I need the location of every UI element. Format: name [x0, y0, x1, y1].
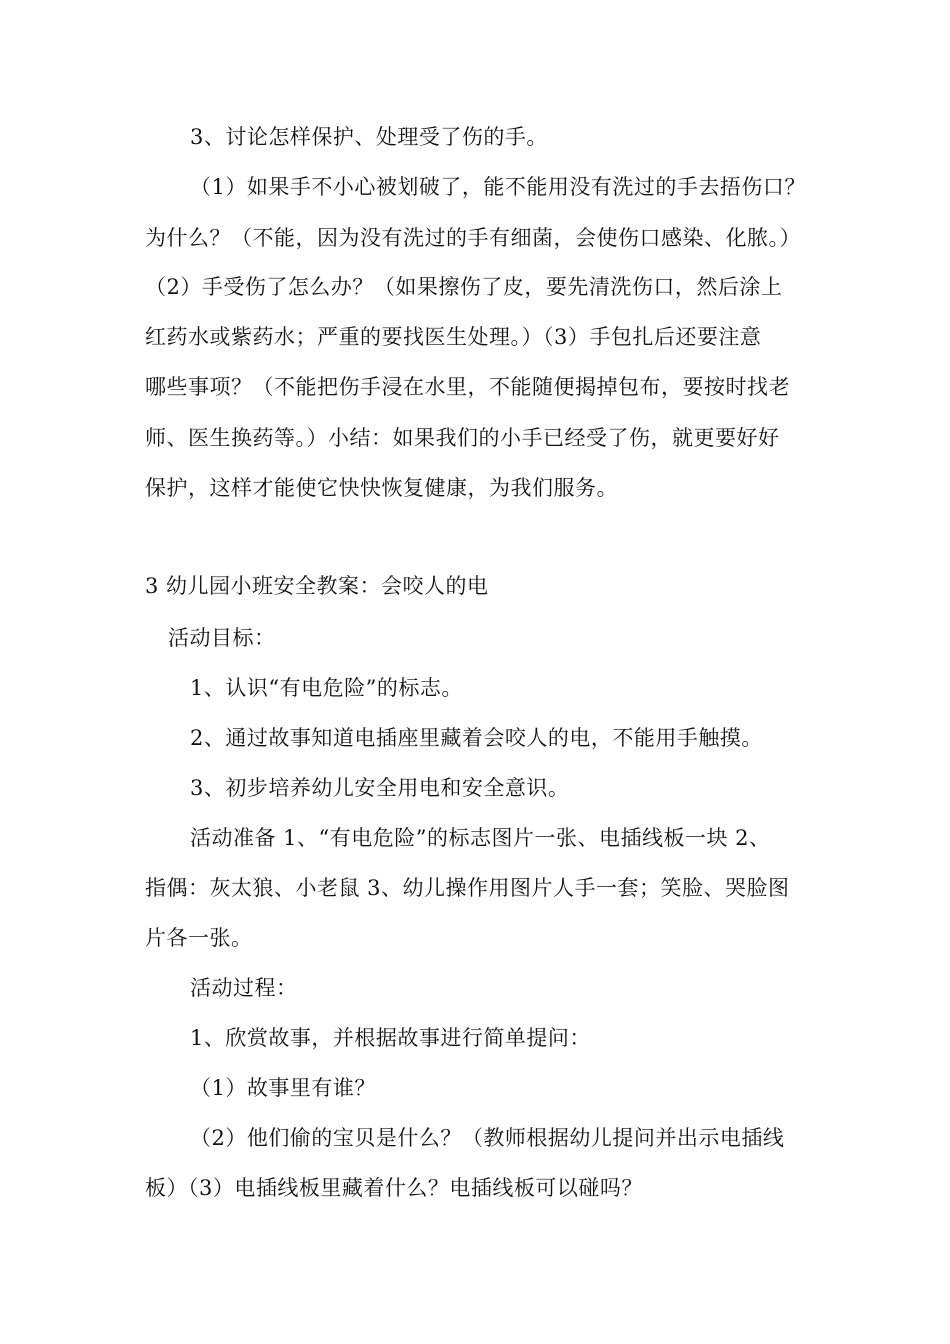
line-16: 片各一张。 — [145, 926, 253, 950]
line-5: 红药水或紫药水；严重的要找医生处理。）（3）手包扎后还要注意 — [145, 325, 762, 349]
line-13: 3、初步培养幼儿安全用电和安全意识。 — [190, 776, 570, 800]
line-2: （1）如果手不小心被划破了，能不能用没有洗过的手去捂伤口？ — [190, 175, 806, 199]
section-heading: 3 幼儿园小班安全教案：会咬人的电 — [145, 574, 489, 598]
line-1: 3、讨论怎样保护、处理受了伤的手。 — [190, 125, 548, 149]
line-20: （2）他们偷的宝贝是什么？（教师根据幼儿提问并出示电插线 — [190, 1126, 785, 1150]
line-19: （1）故事里有谁？ — [190, 1076, 376, 1100]
line-11: 1、认识“有电危险”的标志。 — [190, 676, 463, 700]
line-15: 指偶：灰太狼、小老鼠 3、幼儿操作用图片人手一套；笑脸、哭脸图 — [145, 876, 790, 900]
line-18: 1、欣赏故事，并根据故事进行简单提问： — [190, 1026, 591, 1050]
line-10: 活动目标： — [168, 626, 276, 650]
line-8: 保护，这样才能使它快快恢复健康，为我们服务。 — [145, 476, 618, 500]
line-14: 活动准备 1、“有电危险”的标志图片一张、电插线板一块 2、 — [190, 826, 771, 850]
line-4: （2）手受伤了怎么办？（如果擦伤了皮，要先清洗伤口，然后涂上 — [145, 275, 783, 299]
line-7: 师、医生换药等。）小结：如果我们的小手已经受了伤，就更要好好 — [145, 426, 780, 450]
line-17: 活动过程： — [190, 976, 298, 1000]
line-3: 为什么？（不能，因为没有洗过的手有细菌，会使伤口感染、化脓。） — [145, 226, 801, 250]
line-6: 哪些事项？（不能把伤手浸在水里，不能随便揭掉包布，要按时找老 — [145, 375, 790, 399]
line-12: 2、通过故事知道电插座里藏着会咬人的电，不能用手触摸。 — [190, 726, 763, 750]
line-21: 板）（3）电插线板里藏着什么？电插线板可以碰吗？ — [145, 1176, 643, 1200]
